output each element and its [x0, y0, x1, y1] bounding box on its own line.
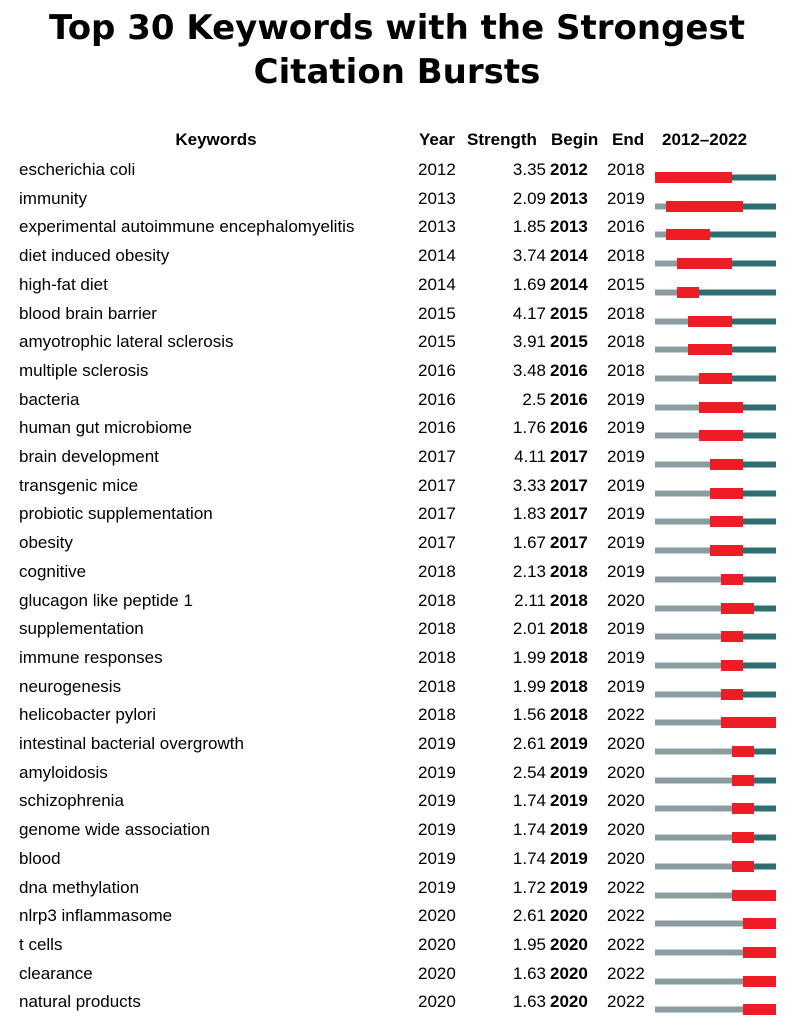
keyword-cell: dna methylation: [19, 877, 140, 897]
strength-cell: 2.61: [512, 734, 546, 753]
burst-timeline: [655, 587, 776, 616]
burst-bar: [743, 1004, 776, 1015]
inactive-segment: [655, 777, 732, 783]
burst-bar: [666, 201, 743, 212]
burst-bar: [732, 746, 754, 757]
begin-cell: 2020: [550, 934, 588, 954]
year-cell: 2016: [418, 418, 456, 438]
header-strength: Strength: [467, 130, 537, 149]
year-cell: 2019: [418, 762, 456, 782]
header-keywords: Keywords: [175, 130, 257, 149]
begin-cell: 2015: [550, 332, 588, 352]
table-row: [0, 500, 794, 529]
end-cell: 2020: [607, 791, 645, 811]
keyword-cell: human gut microbiome: [19, 418, 192, 438]
table-row: [0, 960, 794, 989]
begin-cell: 2013: [550, 217, 588, 237]
year-cell: 2015: [418, 303, 456, 323]
strength-cell: 2.01: [512, 619, 546, 639]
table-row: [0, 587, 794, 616]
inactive-segment: [655, 519, 710, 525]
burst-timeline: [655, 787, 776, 816]
strength-cell: 3.33: [512, 475, 546, 495]
keyword-cell: genome wide association: [19, 820, 210, 840]
year-cell: 2014: [418, 246, 456, 266]
keyword-cell: brain development: [19, 447, 159, 466]
keyword-cell: escherichia coli: [19, 160, 136, 179]
table-row: [0, 730, 794, 759]
burst-timeline: [655, 414, 776, 443]
burst-bar: [710, 488, 743, 499]
begin-cell: 2015: [550, 303, 588, 323]
end-cell: 2019: [607, 561, 645, 581]
begin-cell: 2012: [550, 160, 588, 179]
inactive-segment: [655, 318, 688, 324]
table-row: [0, 874, 794, 903]
begin-cell: 2018: [550, 590, 588, 610]
table-row: [0, 213, 794, 242]
table-row: [0, 787, 794, 816]
end-cell: 2019: [607, 389, 645, 409]
strength-cell: 1.72: [512, 877, 546, 897]
end-cell: 2020: [607, 820, 645, 840]
strength-cell: 1.74: [512, 848, 546, 868]
burst-bar: [743, 976, 776, 987]
burst-bar: [710, 459, 743, 470]
begin-cell: 2019: [550, 820, 588, 840]
burst-timeline: [655, 902, 776, 931]
inactive-segment: [655, 662, 721, 668]
table-row: [0, 242, 794, 271]
begin-cell: 2018: [550, 647, 588, 667]
header-begin: Begin: [551, 130, 599, 149]
keyword-cell: natural products: [19, 992, 141, 1012]
burst-bar: [743, 918, 776, 929]
begin-cell: 2016: [550, 418, 588, 438]
inactive-segment: [655, 806, 732, 812]
burst-bar: [655, 172, 732, 183]
burst-timeline: [655, 156, 776, 185]
table-row: [0, 931, 794, 960]
year-cell: 2013: [418, 217, 456, 237]
keyword-cell: supplementation: [19, 619, 144, 639]
burst-bar: [710, 545, 743, 556]
keyword-cell: neurogenesis: [19, 676, 122, 696]
year-cell: 2018: [418, 705, 456, 725]
keyword-cell: amyotrophic lateral sclerosis: [19, 332, 234, 352]
keyword-cell: clearance: [19, 963, 93, 983]
table-row: [0, 816, 794, 845]
strength-cell: 3.35: [512, 160, 546, 179]
strength-cell: 1.67: [512, 533, 546, 553]
strength-cell: 3.91: [512, 332, 546, 352]
keyword-cell: amyloidosis: [19, 762, 108, 782]
burst-bar: [732, 861, 754, 872]
burst-timeline: [655, 443, 776, 472]
end-cell: 2019: [607, 418, 645, 438]
strength-cell: 2.5: [522, 389, 546, 409]
keyword-cell: high-fat diet: [19, 274, 108, 294]
header-year: Year: [419, 130, 455, 149]
begin-cell: 2019: [550, 848, 588, 868]
begin-cell: 2017: [550, 533, 588, 553]
burst-bar: [732, 890, 776, 901]
table-row: [0, 357, 794, 386]
end-cell: 2022: [607, 992, 645, 1012]
table-row: [0, 443, 794, 472]
table-row: [0, 558, 794, 587]
end-cell: 2022: [607, 934, 645, 954]
inactive-segment: [655, 835, 732, 841]
burst-timeline: [655, 558, 776, 587]
inactive-segment: [655, 404, 699, 410]
burst-timeline: [655, 300, 776, 329]
begin-cell: 2018: [550, 561, 588, 581]
keyword-cell: blood: [19, 848, 61, 868]
strength-cell: 2.09: [512, 188, 546, 208]
year-cell: 2019: [418, 820, 456, 840]
end-cell: 2018: [607, 360, 645, 380]
begin-cell: 2018: [550, 619, 588, 639]
strength-cell: 1.99: [512, 676, 546, 696]
burst-timeline: [655, 759, 776, 788]
burst-bar: [732, 803, 754, 814]
keyword-cell: immunity: [19, 188, 88, 208]
strength-cell: 1.74: [512, 791, 546, 811]
header-range: 2012–2022: [662, 130, 748, 149]
end-cell: 2016: [607, 217, 645, 237]
year-cell: 2019: [418, 734, 456, 753]
end-cell: 2019: [607, 188, 645, 208]
burst-timeline: [655, 529, 776, 558]
inactive-segment: [655, 548, 710, 554]
burst-timeline: [655, 816, 776, 845]
burst-bar: [699, 402, 743, 413]
table-row: [0, 386, 794, 415]
strength-cell: 1.83: [512, 504, 546, 524]
year-cell: 2018: [418, 561, 456, 581]
burst-bar: [721, 603, 754, 614]
burst-bar: [688, 344, 732, 355]
burst-timeline: [655, 988, 776, 1017]
begin-cell: 2019: [550, 791, 588, 811]
burst-bar: [721, 717, 776, 728]
burst-timeline: [655, 185, 776, 214]
keyword-cell: diet induced obesity: [19, 246, 170, 266]
end-cell: 2019: [607, 475, 645, 495]
end-cell: 2022: [607, 963, 645, 983]
inactive-segment: [655, 289, 677, 295]
keyword-cell: multiple sclerosis: [19, 360, 149, 380]
begin-cell: 2018: [550, 676, 588, 696]
end-cell: 2018: [607, 332, 645, 352]
keyword-cell: bacteria: [19, 389, 80, 409]
end-cell: 2022: [607, 877, 645, 897]
burst-timeline: [655, 644, 776, 673]
table-row: [0, 902, 794, 931]
burst-timeline: [655, 500, 776, 529]
end-cell: 2019: [607, 647, 645, 667]
inactive-segment: [655, 203, 666, 209]
begin-cell: 2020: [550, 992, 588, 1012]
year-cell: 2017: [418, 475, 456, 495]
strength-cell: 3.74: [512, 246, 546, 266]
burst-bar: [666, 229, 710, 240]
burst-bar: [721, 689, 743, 700]
keyword-cell: helicobacter pylori: [19, 705, 157, 725]
end-cell: 2020: [607, 762, 645, 782]
end-cell: 2015: [607, 274, 645, 294]
end-cell: 2019: [607, 447, 645, 466]
begin-cell: 2019: [550, 762, 588, 782]
burst-timeline: [655, 730, 776, 759]
year-cell: 2019: [418, 791, 456, 811]
strength-cell: 2.61: [512, 906, 546, 926]
end-cell: 2019: [607, 504, 645, 524]
burst-bar: [677, 258, 732, 269]
year-cell: 2020: [418, 963, 456, 983]
strength-cell: 2.11: [514, 590, 546, 610]
table-row: [0, 759, 794, 788]
strength-cell: 3.48: [512, 360, 546, 380]
inactive-segment: [655, 462, 710, 468]
burst-timeline: [655, 213, 776, 242]
inactive-segment: [655, 949, 743, 955]
burst-timeline: [655, 615, 776, 644]
begin-cell: 2019: [550, 877, 588, 897]
keyword-cell: experimental autoimmune encephalomyelitis: [19, 217, 355, 237]
burst-timeline: [655, 328, 776, 357]
year-cell: 2016: [418, 389, 456, 409]
table-row: [0, 701, 794, 730]
burst-bar: [677, 287, 699, 298]
year-cell: 2015: [418, 332, 456, 352]
table-row: [0, 529, 794, 558]
year-cell: 2018: [418, 647, 456, 667]
burst-timeline: [655, 386, 776, 415]
strength-cell: 4.17: [512, 303, 546, 323]
begin-cell: 2016: [550, 389, 588, 409]
table-row: [0, 271, 794, 300]
inactive-segment: [655, 1007, 743, 1013]
end-cell: 2018: [607, 246, 645, 266]
year-cell: 2017: [418, 447, 456, 466]
inactive-segment: [655, 576, 721, 582]
burst-bar: [721, 660, 743, 671]
keyword-cell: blood brain barrier: [19, 303, 157, 323]
strength-cell: 1.69: [512, 274, 546, 294]
keyword-cell: schizophrenia: [19, 791, 124, 811]
burst-bar: [721, 574, 743, 585]
inactive-segment: [655, 433, 699, 439]
keyword-cell: glucagon like peptide 1: [19, 590, 193, 610]
keyword-cell: probiotic supplementation: [19, 504, 213, 524]
year-cell: 2020: [418, 934, 456, 954]
keyword-cell: obesity: [19, 533, 73, 553]
begin-cell: 2020: [550, 963, 588, 983]
burst-bar: [732, 832, 754, 843]
inactive-segment: [655, 749, 732, 755]
end-cell: 2018: [607, 160, 645, 179]
inactive-segment: [655, 720, 721, 726]
keyword-cell: transgenic mice: [19, 475, 139, 495]
table-row: [0, 328, 794, 357]
year-cell: 2014: [418, 274, 456, 294]
begin-cell: 2017: [550, 447, 588, 466]
strength-cell: 1.76: [512, 418, 546, 438]
keyword-cell: cognitive: [19, 561, 87, 581]
inactive-segment: [655, 863, 732, 869]
inactive-segment: [655, 261, 677, 267]
year-cell: 2020: [418, 906, 456, 926]
year-cell: 2017: [418, 533, 456, 553]
keyword-cell: intestinal bacterial overgrowth: [19, 734, 244, 753]
strength-cell: 2.13: [512, 561, 546, 581]
inactive-segment: [655, 605, 721, 611]
strength-cell: 1.63: [512, 963, 546, 983]
year-cell: 2018: [418, 590, 456, 610]
table-row: [0, 156, 794, 185]
end-cell: 2020: [607, 848, 645, 868]
table-row: [0, 988, 794, 1017]
begin-cell: 2014: [550, 246, 588, 266]
burst-timeline: [655, 931, 776, 960]
end-cell: 2018: [607, 303, 645, 323]
table-row: [0, 845, 794, 874]
chart-title: [0, 6, 794, 94]
burst-timeline: [655, 242, 776, 271]
strength-cell: 1.85: [512, 217, 546, 237]
inactive-segment: [655, 921, 743, 927]
begin-cell: 2018: [550, 705, 588, 725]
table-row: [0, 414, 794, 443]
keyword-cell: t cells: [19, 934, 63, 954]
keyword-cell: immune responses: [19, 647, 163, 667]
inactive-segment: [655, 232, 666, 238]
end-cell: 2019: [607, 619, 645, 639]
begin-cell: 2014: [550, 274, 588, 294]
burst-bar: [732, 775, 754, 786]
keyword-cell: nlrp3 inflammasome: [19, 906, 173, 926]
table-row: [0, 300, 794, 329]
begin-cell: 2019: [550, 734, 588, 753]
inactive-segment: [655, 978, 743, 984]
end-cell: 2022: [607, 705, 645, 725]
begin-cell: 2017: [550, 475, 588, 495]
year-cell: 2018: [418, 619, 456, 639]
end-cell: 2020: [607, 590, 645, 610]
end-cell: 2019: [607, 676, 645, 696]
strength-cell: 1.74: [512, 820, 546, 840]
begin-cell: 2020: [550, 906, 588, 926]
table-row: [0, 472, 794, 501]
burst-timeline: [655, 271, 776, 300]
burst-bar: [699, 373, 732, 384]
table-row: [0, 615, 794, 644]
table-row: [0, 673, 794, 702]
inactive-segment: [655, 892, 732, 898]
strength-cell: 1.95: [512, 934, 546, 954]
burst-timeline: [655, 472, 776, 501]
year-cell: 2019: [418, 848, 456, 868]
end-cell: 2022: [607, 906, 645, 926]
burst-bar: [699, 430, 743, 441]
inactive-segment: [655, 375, 699, 381]
year-cell: 2017: [418, 504, 456, 524]
burst-timeline: [655, 874, 776, 903]
end-cell: 2020: [607, 734, 645, 753]
burst-bar: [710, 516, 743, 527]
end-cell: 2019: [607, 533, 645, 553]
year-cell: 2016: [418, 360, 456, 380]
burst-bar: [688, 316, 732, 327]
year-cell: 2020: [418, 992, 456, 1012]
strength-cell: 1.63: [512, 992, 546, 1012]
burst-timeline: [655, 701, 776, 730]
burst-timeline: [655, 960, 776, 989]
strength-cell: 2.54: [512, 762, 546, 782]
strength-cell: 1.99: [512, 647, 546, 667]
year-cell: 2012: [418, 160, 456, 179]
chart-title-line-2: Citation Bursts: [253, 52, 541, 92]
inactive-segment: [655, 347, 688, 353]
table-row: [0, 185, 794, 214]
begin-cell: 2017: [550, 504, 588, 524]
inactive-segment: [655, 490, 710, 496]
burst-bar: [721, 631, 743, 642]
chart-title-line-1: Top 30 Keywords with the Strongest: [49, 8, 745, 48]
year-cell: 2019: [418, 877, 456, 897]
inactive-segment: [655, 691, 721, 697]
burst-timeline: [655, 673, 776, 702]
burst-timeline: [655, 357, 776, 386]
burst-timeline: [655, 845, 776, 874]
table-row: [0, 644, 794, 673]
inactive-segment: [655, 634, 721, 640]
strength-cell: 4.11: [514, 447, 546, 466]
year-cell: 2018: [418, 676, 456, 696]
burst-bar: [743, 947, 776, 958]
header-end: End: [612, 130, 645, 149]
begin-cell: 2013: [550, 188, 588, 208]
begin-cell: 2016: [550, 360, 588, 380]
strength-cell: 1.56: [512, 705, 546, 725]
year-cell: 2013: [418, 188, 456, 208]
